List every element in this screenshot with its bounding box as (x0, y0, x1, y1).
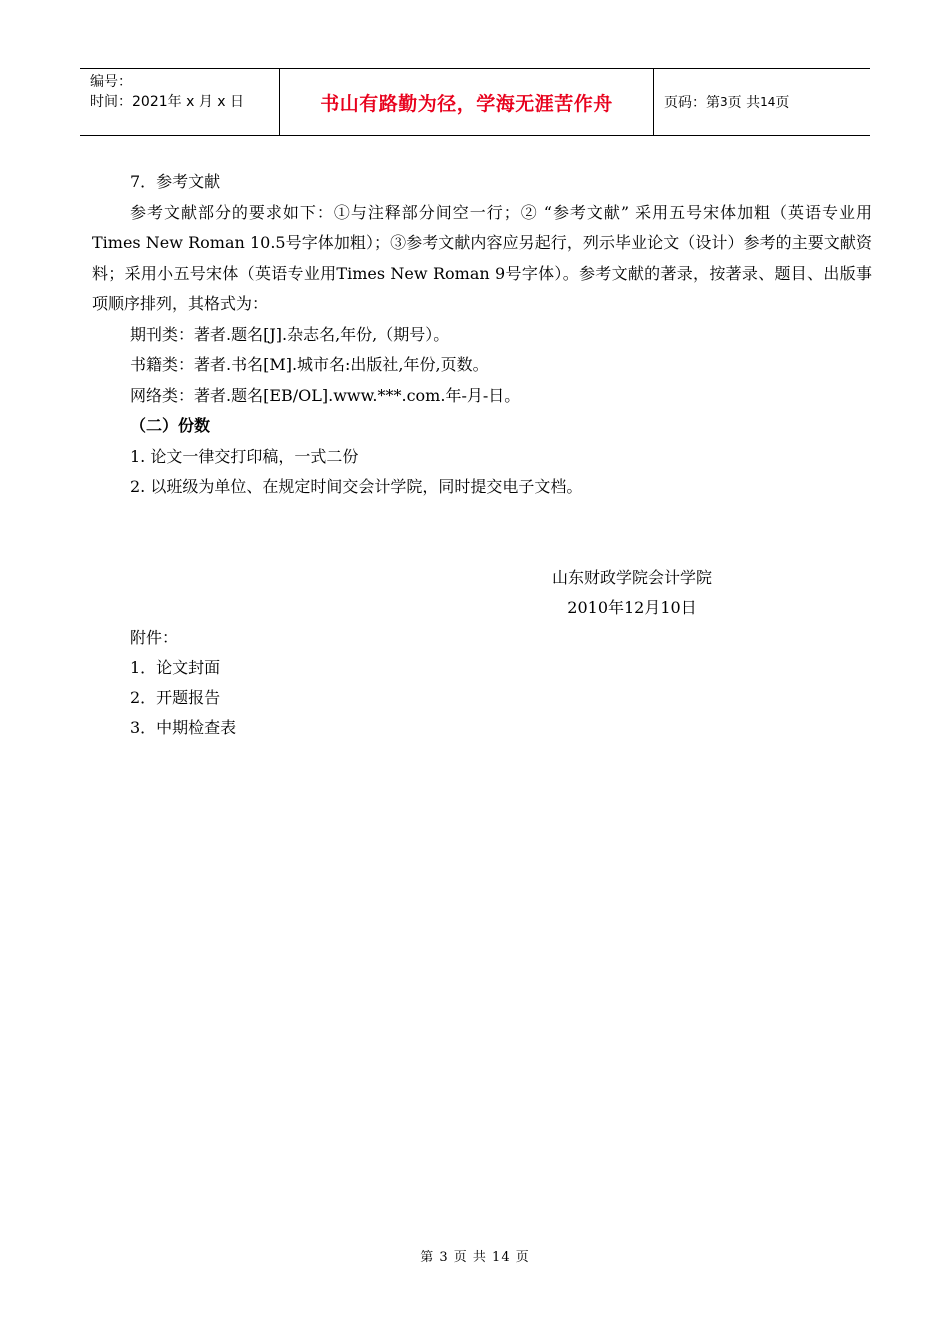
time-day-unit: 日 (230, 94, 245, 110)
time-month: x (186, 94, 195, 110)
signature-org: 山东财政学院会计学院 (552, 568, 713, 587)
page-footer: 第 3 页 共 14 页 (420, 1250, 530, 1265)
copies-item-1: 1. 论文一律交打印稿，一式二份 (130, 446, 359, 466)
header-motto-cell (280, 69, 654, 135)
header-motto: 书山有路勤为径，学海无涯苦作舟 (320, 92, 613, 115)
page-current: 3 (720, 95, 728, 109)
header-page-cell (654, 69, 870, 135)
time-day: x (217, 94, 226, 110)
format-book: 书籍类：著者.书名[M].城市名:出版社,年份,页数。 (130, 355, 489, 374)
section-copies-heading: （二）份数 (130, 416, 211, 435)
page-total: 14 (760, 95, 776, 109)
attachment-item: 3．中期检查表 (130, 718, 237, 737)
attachments-label: 附件： (130, 628, 179, 647)
attachment-item: 1．论文封面 (130, 658, 221, 677)
references-requirements-paragraph: 参考文献部分的要求如下：①与注释部分间空一行；② “参考文献” 采用五号宋体加粗（英语专业用Times New Roman 10.5号字体加粗）；③参考文献内容应另起行，列示毕业论文（设计）参考的主要文献资料；采用小五号宋体（英语专业用Times New Roman 9号字体）。参考文献的著录，按著录、题目、出版事项顺序排列，其格式为： (92, 202, 872, 313)
format-journal: 期刊类：著者.题名[J].杂志名,年份,（期号）。 (130, 324, 450, 344)
signature-block (552, 563, 712, 623)
copies-item-2: 2. 以班级为单位、在规定时间交会计学院，同时提交电子文档。 (130, 477, 583, 496)
time-year: 2021 (132, 94, 168, 110)
attachments-block (130, 623, 236, 743)
attachment-item: 2．开题报告 (130, 688, 221, 707)
signature-date: 2010年12月10日 (567, 598, 697, 617)
heading-references: 7．参考文献 (130, 172, 221, 191)
page-mid: 页 共 (727, 95, 761, 111)
header-meta-cell (80, 69, 280, 135)
format-web: 网络类：著者.题名[EB/OL].www.***.com.年-月-日。 (130, 385, 521, 405)
page-suffix: 页 (775, 95, 790, 111)
document-body (92, 167, 872, 503)
time-line (90, 92, 279, 112)
time-label: 时间： (90, 94, 132, 110)
time-month-unit: 月 (198, 94, 213, 110)
page-prefix: 页码：第 (664, 95, 720, 111)
number-label: 编号： (90, 74, 132, 90)
page-header (80, 68, 870, 136)
time-year-unit: 年 (167, 94, 182, 110)
